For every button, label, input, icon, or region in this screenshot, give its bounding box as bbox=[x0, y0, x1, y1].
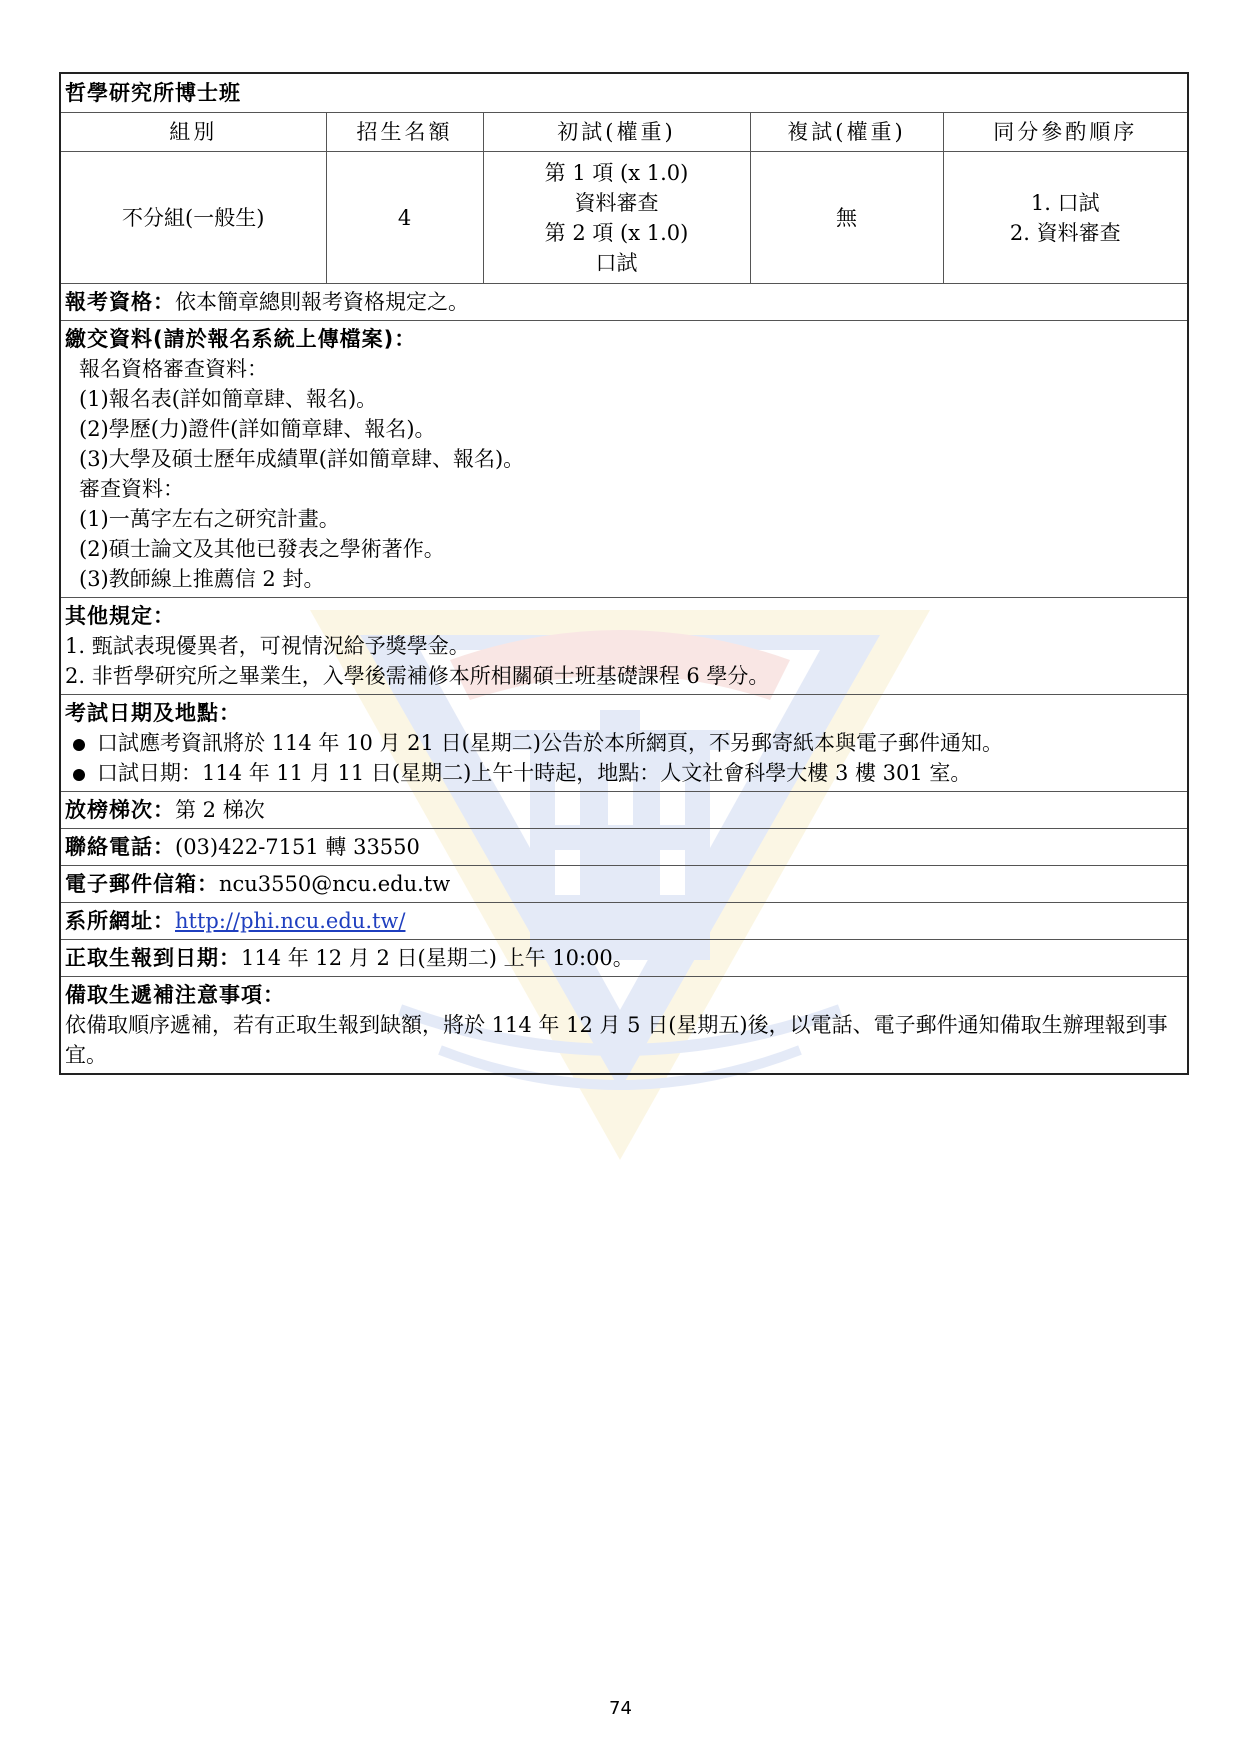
website-link[interactable]: http://phi.ncu.edu.tw/ bbox=[175, 909, 406, 933]
website-label: 系所網址： bbox=[65, 909, 175, 933]
other-rules-cell bbox=[60, 598, 1188, 695]
retest-cell: 無 bbox=[750, 152, 943, 284]
email-text: ncu3550@ncu.edu.tw bbox=[219, 872, 451, 896]
report-date-text: 114 年 12 月 2 日(星期二) 上午 10:00。 bbox=[241, 946, 634, 970]
other-rules-label: 其他規定： bbox=[65, 604, 175, 628]
initial-exam-cell bbox=[483, 152, 750, 284]
exam-date-text: 口試日期：114 年 11 月 11 日(星期二)上午十時起，地點：人文社會科學大樓 3 樓 301 室。 bbox=[97, 761, 972, 785]
release-round-label: 放榜梯次： bbox=[65, 798, 175, 822]
documents-line: 審查資料： bbox=[79, 477, 184, 501]
tie-order-line: 1. 口試 bbox=[1030, 190, 1100, 215]
documents-line: (2)碩士論文及其他已發表之學術著作。 bbox=[79, 537, 445, 561]
documents-line: (1)報名表(詳如簡章肆、報名)。 bbox=[79, 387, 378, 411]
header-tie-order: 同分參酌順序 bbox=[943, 113, 1188, 152]
waitlist-cell bbox=[60, 977, 1188, 1075]
email-cell bbox=[60, 866, 1188, 903]
department-title: 哲學研究所博士班 bbox=[60, 73, 1188, 113]
initial-exam-line: 口試 bbox=[595, 250, 638, 275]
documents-line: (3)大學及碩士歷年成績單(詳如簡章肆、報名)。 bbox=[79, 447, 525, 471]
eligibility-label: 報考資格： bbox=[65, 290, 175, 314]
header-retest: 複試(權重) bbox=[750, 113, 943, 152]
exam-date-label: 考試日期及地點： bbox=[65, 701, 241, 725]
header-initial-exam: 初試(權重) bbox=[483, 113, 750, 152]
phone-label: 聯絡電話： bbox=[65, 835, 175, 859]
exam-date-bullet bbox=[65, 758, 1183, 788]
group-cell: 不分組(一般生) bbox=[60, 152, 326, 284]
quota-cell: 4 bbox=[326, 152, 483, 284]
eligibility-text: 依本簡章總則報考資格規定之。 bbox=[175, 290, 469, 314]
email-label: 電子郵件信箱： bbox=[65, 872, 219, 896]
exam-date-bullet bbox=[65, 728, 1183, 758]
admission-table bbox=[59, 72, 1189, 1075]
exam-date-text: 口試應考資訊將於 114 年 10 月 21 日(星期二)公告於本所網頁，不另郵寄紙本與電子郵件通知。 bbox=[97, 731, 1003, 755]
exam-date-cell bbox=[60, 695, 1188, 792]
waitlist-label: 備取生遞補注意事項： bbox=[65, 983, 285, 1007]
tie-order-line: 2. 資料審查 bbox=[1009, 220, 1121, 245]
eligibility-cell bbox=[60, 284, 1188, 321]
documents-label: 繳交資料(請於報名系統上傳檔案)： bbox=[65, 327, 417, 351]
phone-cell bbox=[60, 829, 1188, 866]
documents-cell bbox=[60, 321, 1188, 598]
header-row bbox=[60, 113, 1188, 152]
initial-exam-line: 第 2 項 (x 1.0) bbox=[544, 220, 689, 245]
report-date-cell bbox=[60, 940, 1188, 977]
waitlist-text: 依備取順序遞補，若有正取生報到缺額，將於 114 年 12 月 5 日(星期五)後，以電話、電子郵件通知備取生辦理報到事宜。 bbox=[65, 1013, 1168, 1067]
data-row bbox=[60, 152, 1188, 284]
release-round-cell bbox=[60, 792, 1188, 829]
phone-text: (03)422-7151 轉 33550 bbox=[175, 835, 420, 859]
documents-line: (3)教師線上推薦信 2 封。 bbox=[79, 567, 325, 591]
header-group: 組別 bbox=[60, 113, 326, 152]
page-number: 74 bbox=[609, 1698, 632, 1719]
documents-line: (1)一萬字左右之研究計畫。 bbox=[79, 507, 340, 531]
header-quota: 招生名額 bbox=[326, 113, 483, 152]
other-rules-line: 1. 甄試表現優異者，可視情況給予獎學金。 bbox=[65, 634, 470, 658]
initial-exam-line: 資料審查 bbox=[574, 190, 659, 215]
website-cell bbox=[60, 903, 1188, 940]
other-rules-line: 2. 非哲學研究所之畢業生，入學後需補修本所相關碩士班基礎課程 6 學分。 bbox=[65, 664, 770, 688]
bullet-icon bbox=[73, 769, 85, 781]
release-round-text: 第 2 梯次 bbox=[175, 798, 265, 822]
documents-line: (2)學歷(力)證件(詳如簡章肆、報名)。 bbox=[79, 417, 436, 441]
tie-order-cell bbox=[943, 152, 1188, 284]
report-date-label: 正取生報到日期： bbox=[65, 946, 241, 970]
initial-exam-line: 第 1 項 (x 1.0) bbox=[544, 160, 689, 185]
documents-line: 報名資格審查資料： bbox=[79, 357, 268, 381]
bullet-icon bbox=[73, 739, 85, 751]
